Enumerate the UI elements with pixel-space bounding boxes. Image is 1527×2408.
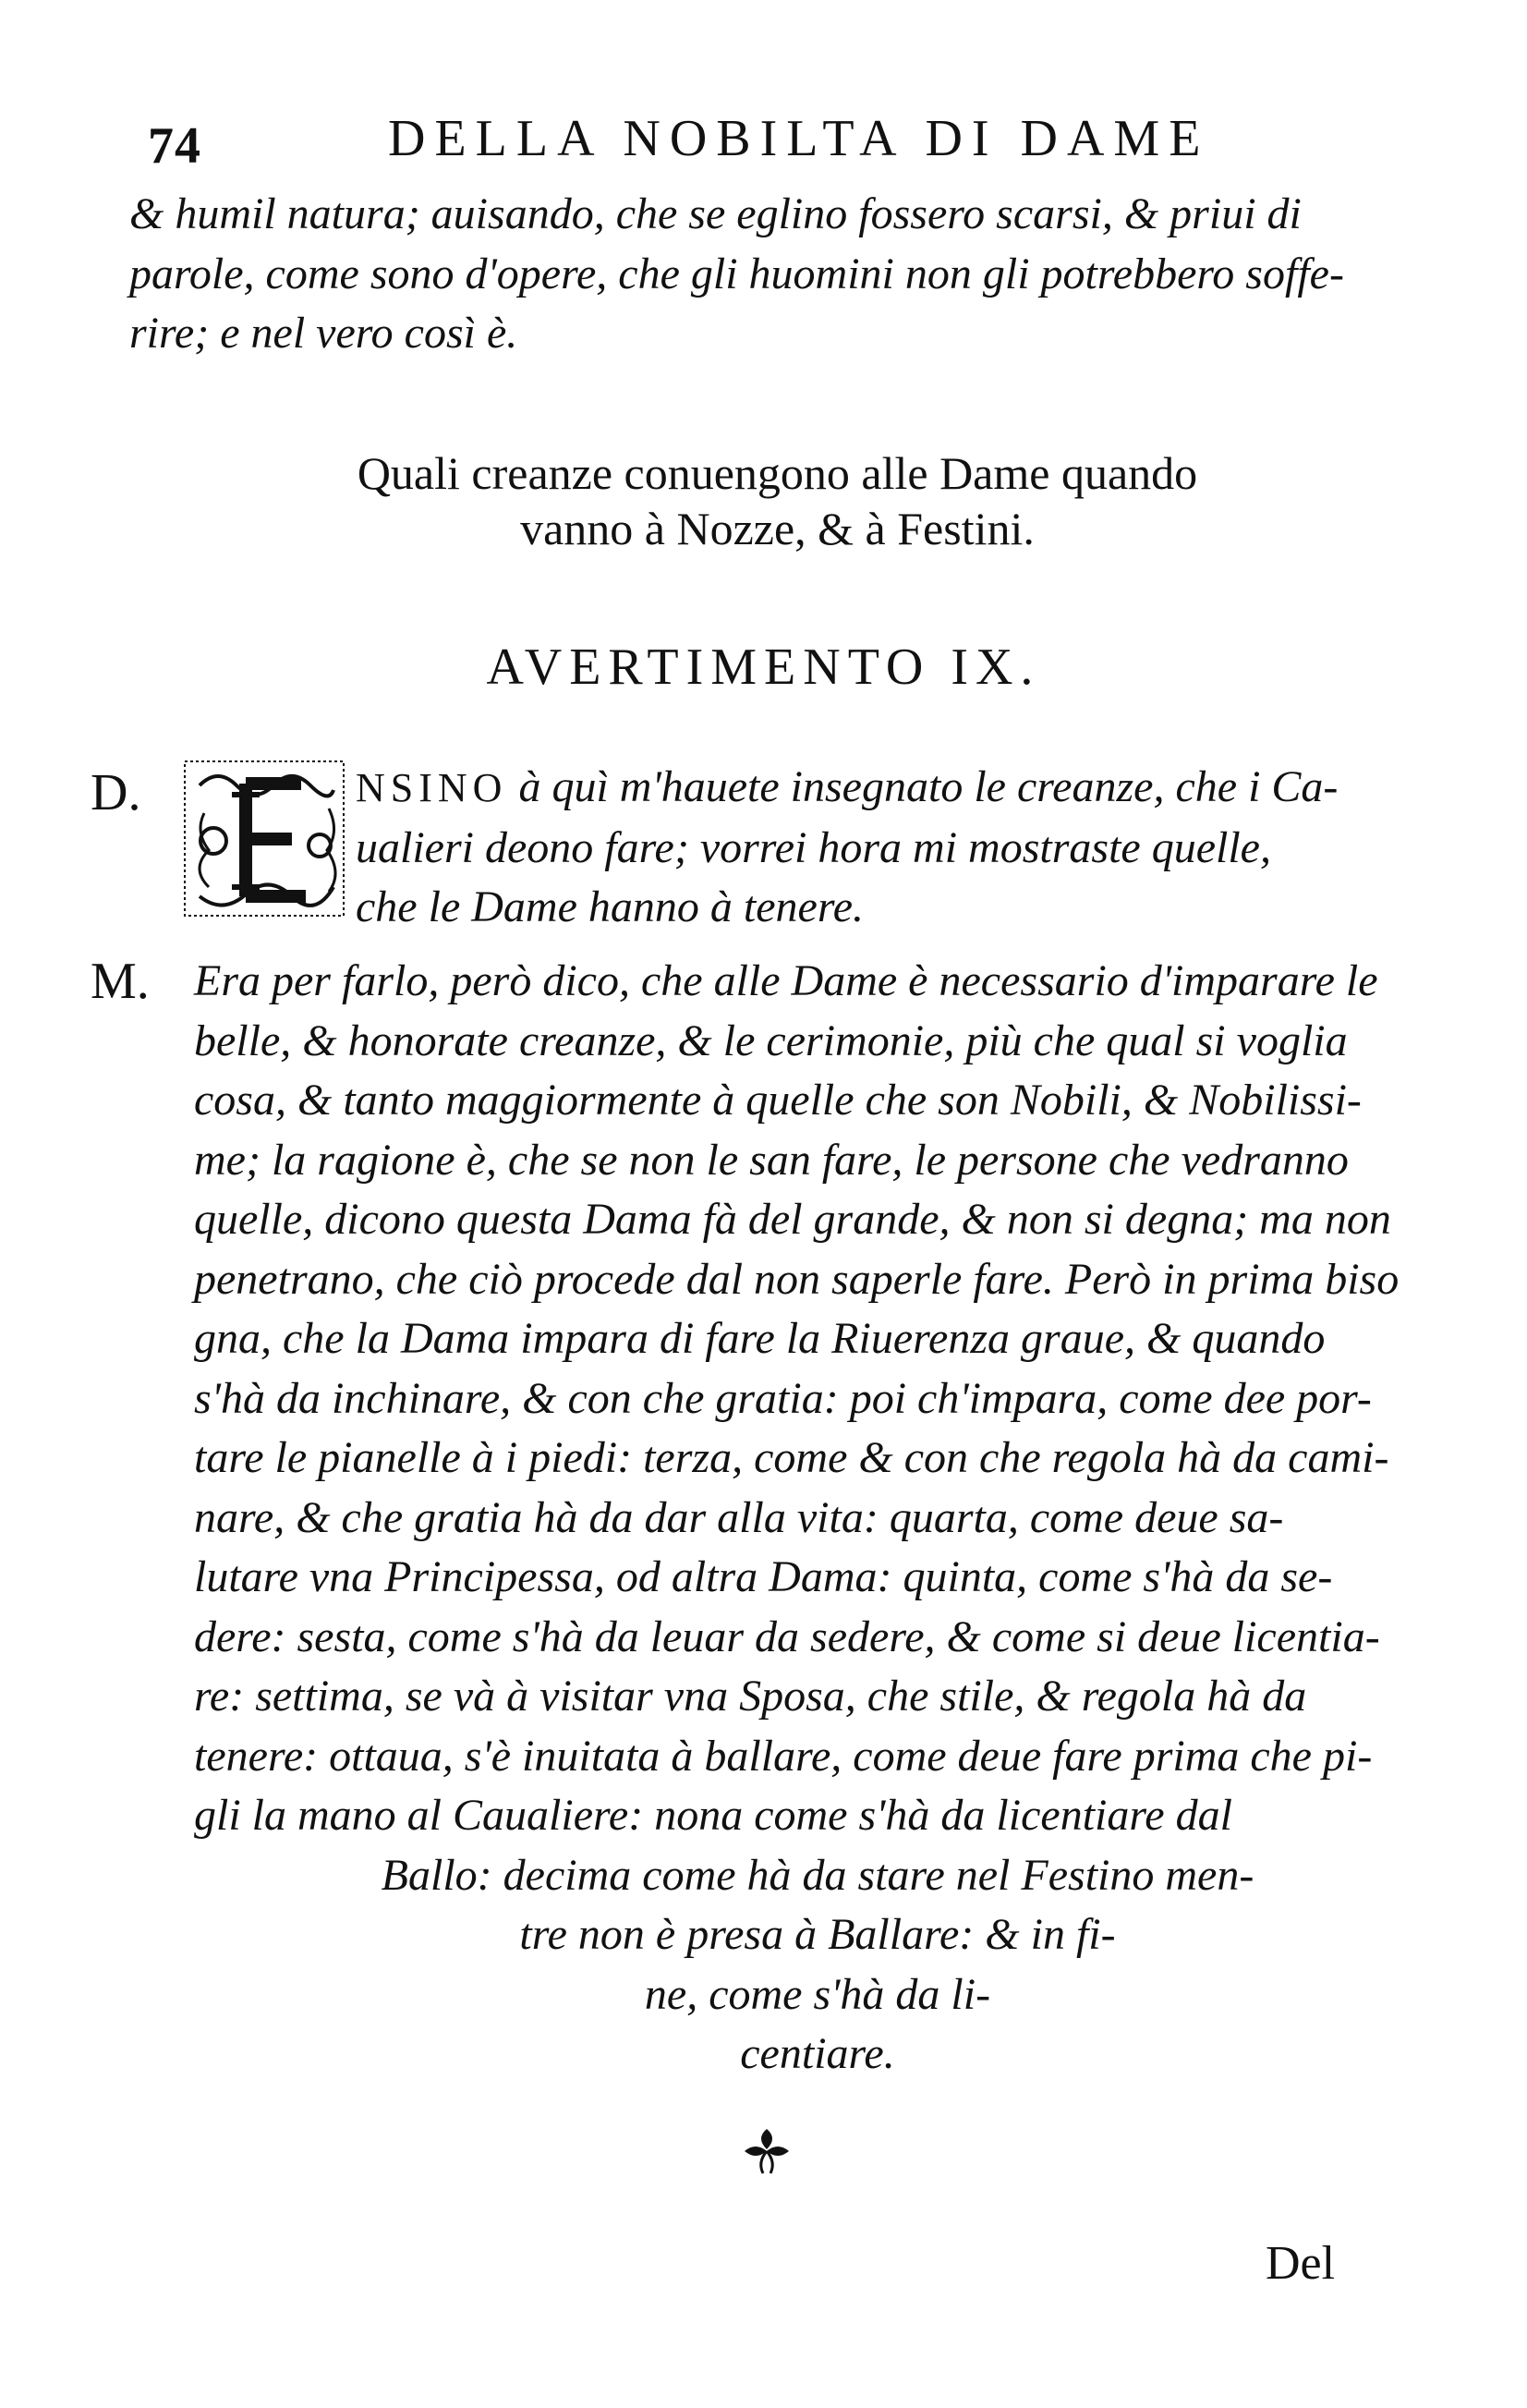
text-line: centiare. (740, 2029, 895, 2078)
text-line: me; la ragione è, che se non le san fare, le persone che vedranno (194, 1135, 1349, 1185)
fleuron-ornament-icon (739, 2125, 794, 2177)
text-line: tenere: ottaua, s'è inuitata à ballare, come deue fare prima che pi- (194, 1731, 1373, 1781)
text-line (356, 758, 1427, 819)
page-number: 74 (148, 117, 201, 175)
text-fragment: à quì m'hauete insegnato le creanze, che i Ca- (507, 762, 1339, 811)
text-line: Ballo: decima come hà da stare nel Festino men- (381, 1850, 1254, 1900)
text-line: re: settima, se và à visitar vna Sposa, che stile, & regola hà da (194, 1672, 1307, 1721)
text-line: rire; e nel vero così è. (129, 309, 518, 358)
text-line: penetrano, che ciò procede dal non saperle fare. Però in prima biso (194, 1254, 1400, 1304)
text-line: gna, che la Dama impara di fare la Riuerenza graue, & quando (194, 1314, 1326, 1363)
dialogue-d-paragraph (356, 758, 1427, 938)
section-heading (0, 445, 1527, 556)
avertimento-title: AVERTIMENTO IX. (486, 638, 1041, 696)
heading-line: Quali creanze conuengono alle Dame quando (357, 447, 1198, 499)
catchword: Del (1266, 2237, 1336, 2290)
speaker-label-d: D. (91, 764, 141, 821)
dialogue-m-paragraph (194, 952, 1441, 2085)
text-line: tare le pianelle à i piedi: terza, come & con che regola hà da cami- (194, 1433, 1389, 1482)
text-line: tre non è presa à Ballare: & in fi- (519, 1910, 1116, 1959)
text-line: cosa, & tanto maggiormente à quelle che son Nobili, & Nobilissi- (194, 1076, 1362, 1125)
text-line: ualieri deono fare; vorrei hora mi mostraste quelle, (356, 822, 1271, 872)
opening-word: NSINO (356, 765, 508, 810)
decorated-initial-E-icon (181, 758, 347, 919)
running-title: DELLA NOBILTA DI DAME (388, 110, 1210, 167)
text-line: quelle, dicono questa Dama fà del grande, & non si degna; ma non (194, 1195, 1391, 1244)
running-head (148, 109, 1256, 183)
speaker-label-m: M. (91, 953, 150, 1010)
text-line: lutare vna Principessa, od altra Dama: quinta, come s'hà da se- (194, 1552, 1333, 1601)
text-line: parole, come sono d'opere, che gli huomini non gli potrebbero soffe- (129, 249, 1344, 298)
text-line: gli la mano al Caualiere: nona come s'hà da licentiare dal (194, 1791, 1232, 1840)
text-line: dere: sesta, come s'hà da leuar da sedere, & come si deue licentia- (194, 1611, 1380, 1661)
intro-paragraph (129, 185, 1441, 364)
heading-line: vanno à Nozze, & à Festini. (520, 503, 1035, 554)
text-line: che le Dame hanno à tenere. (356, 882, 865, 931)
text-line: s'hà da inchinare, & con che gratia: poi ch'impara, come dee por- (194, 1373, 1372, 1423)
text-line: belle, & honorate creanze, & le cerimonie, più che qual si voglia (194, 1015, 1348, 1065)
text-line: Era per farlo, però dico, che alle Dame è necessario d'imparare le (194, 956, 1378, 1005)
text-line: ne, come s'hà da li- (644, 1969, 991, 2019)
text-line: & humil natura; auisando, che se eglino fossero scarsi, & priui di (129, 189, 1302, 238)
text-line: nare, & che gratia hà da dar alla vita: quarta, come deue sa- (194, 1492, 1284, 1542)
